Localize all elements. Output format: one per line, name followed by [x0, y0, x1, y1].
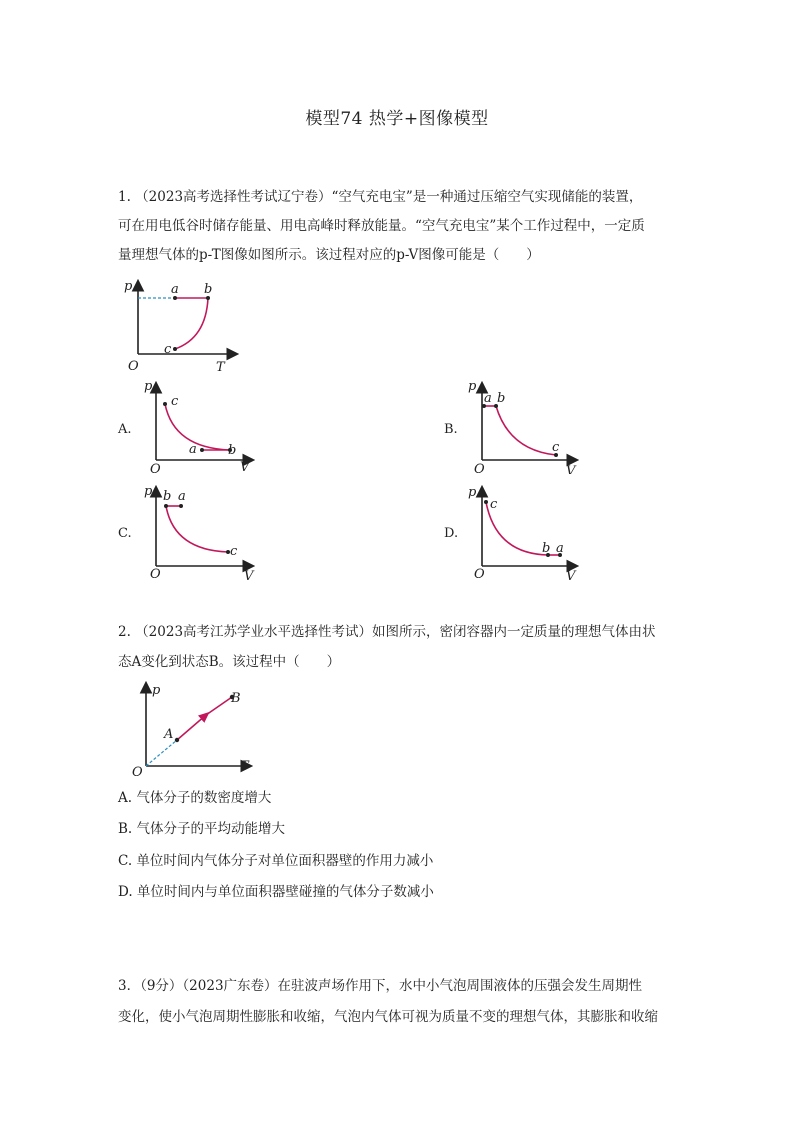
x-axis-label: V	[566, 569, 576, 582]
q1-option-c-label: C.	[118, 526, 132, 541]
y-axis-label: p	[468, 379, 477, 394]
label-b: b	[542, 541, 551, 556]
q2-pt-graph	[126, 678, 261, 778]
q1-option-a-graph	[140, 378, 260, 474]
label-c: c	[490, 497, 498, 512]
x-axis-label: T	[216, 360, 225, 374]
label-b: b	[497, 391, 506, 406]
label-a: a	[189, 442, 197, 457]
label-b: b	[228, 443, 237, 458]
label-a: a	[556, 541, 564, 556]
origin-label: O	[150, 567, 161, 582]
q2-line-2: 态A变化到状态B。该过程中（ ）	[118, 654, 341, 670]
origin-label: O	[474, 462, 485, 474]
q1-option-b-graph	[464, 378, 584, 474]
q3-line-2: 变化，使小气泡周期性膨胀和收缩，气泡内气体可视为质量不变的理想气体，其膨胀和收缩	[118, 1009, 658, 1025]
label-c: c	[552, 440, 560, 455]
origin-label: O	[132, 765, 143, 778]
origin-label: O	[128, 359, 139, 374]
q2-line-1: 2. （2023高考江苏学业水平选择性考试）如图所示，密闭容器内一定质量的理想气体由状	[118, 624, 656, 640]
y-axis-label: p	[468, 485, 477, 500]
y-axis-label: p	[124, 279, 133, 294]
label-a: a	[484, 391, 492, 406]
x-axis-label: V	[244, 569, 254, 582]
q2-option-b: B. 气体分子的平均动能增大	[118, 821, 286, 837]
label-c: c	[230, 544, 238, 559]
y-axis-label: p	[152, 683, 161, 698]
label-b: b	[163, 489, 172, 504]
q1-line-2: 可在用电低谷时储存能量、用电高峰时释放能量。“空气充电宝”某个工作过程中，一定质	[118, 218, 645, 234]
label-a: a	[178, 489, 186, 504]
q3-line-1: 3．（9分）（2023广东卷）在驻波声场作用下，水中小气泡周围液体的压强会发生周期性	[118, 978, 643, 994]
label-b: b	[204, 282, 213, 297]
point-c	[173, 347, 177, 351]
q1-option-d-label: D.	[444, 526, 459, 541]
q1-line-3: 量理想气体的p-T图像如图所示。该过程对应的p-V图像可能是（ ）	[118, 247, 540, 263]
origin-label: O	[150, 462, 161, 474]
q2-option-c: C. 单位时间内气体分子对单位面积器壁的作用力减小	[118, 853, 434, 869]
q1-option-c-graph	[140, 482, 260, 582]
q1-option-b-label: B.	[444, 422, 458, 437]
q1-pt-graph	[118, 276, 248, 374]
q2-option-d: D. 单位时间内与单位面积器壁碰撞的气体分子数减小	[118, 884, 434, 900]
x-axis-label: T	[240, 759, 249, 774]
y-axis-label: p	[144, 484, 153, 499]
q2-option-a: A. 气体分子的数密度增大	[118, 790, 272, 806]
x-axis-label: V	[566, 464, 576, 474]
label-A: A	[164, 727, 174, 742]
label-c: c	[164, 342, 172, 357]
y-axis-label: p	[144, 379, 153, 394]
q1-option-a-label: A.	[118, 422, 132, 437]
origin-label: O	[474, 567, 485, 582]
label-a: a	[171, 282, 179, 297]
label-B: B	[231, 691, 241, 706]
x-axis-label: V	[240, 460, 250, 474]
q1-line-1: 1. （2023高考选择性考试辽宁卷）“空气充电宝”是一种通过压缩空气实现储能的装置，	[118, 189, 643, 205]
q1-option-d-graph	[464, 482, 584, 582]
label-c: c	[171, 394, 179, 409]
page-title: 模型74 热学+图像模型	[305, 109, 489, 129]
curve-bc	[175, 298, 208, 349]
